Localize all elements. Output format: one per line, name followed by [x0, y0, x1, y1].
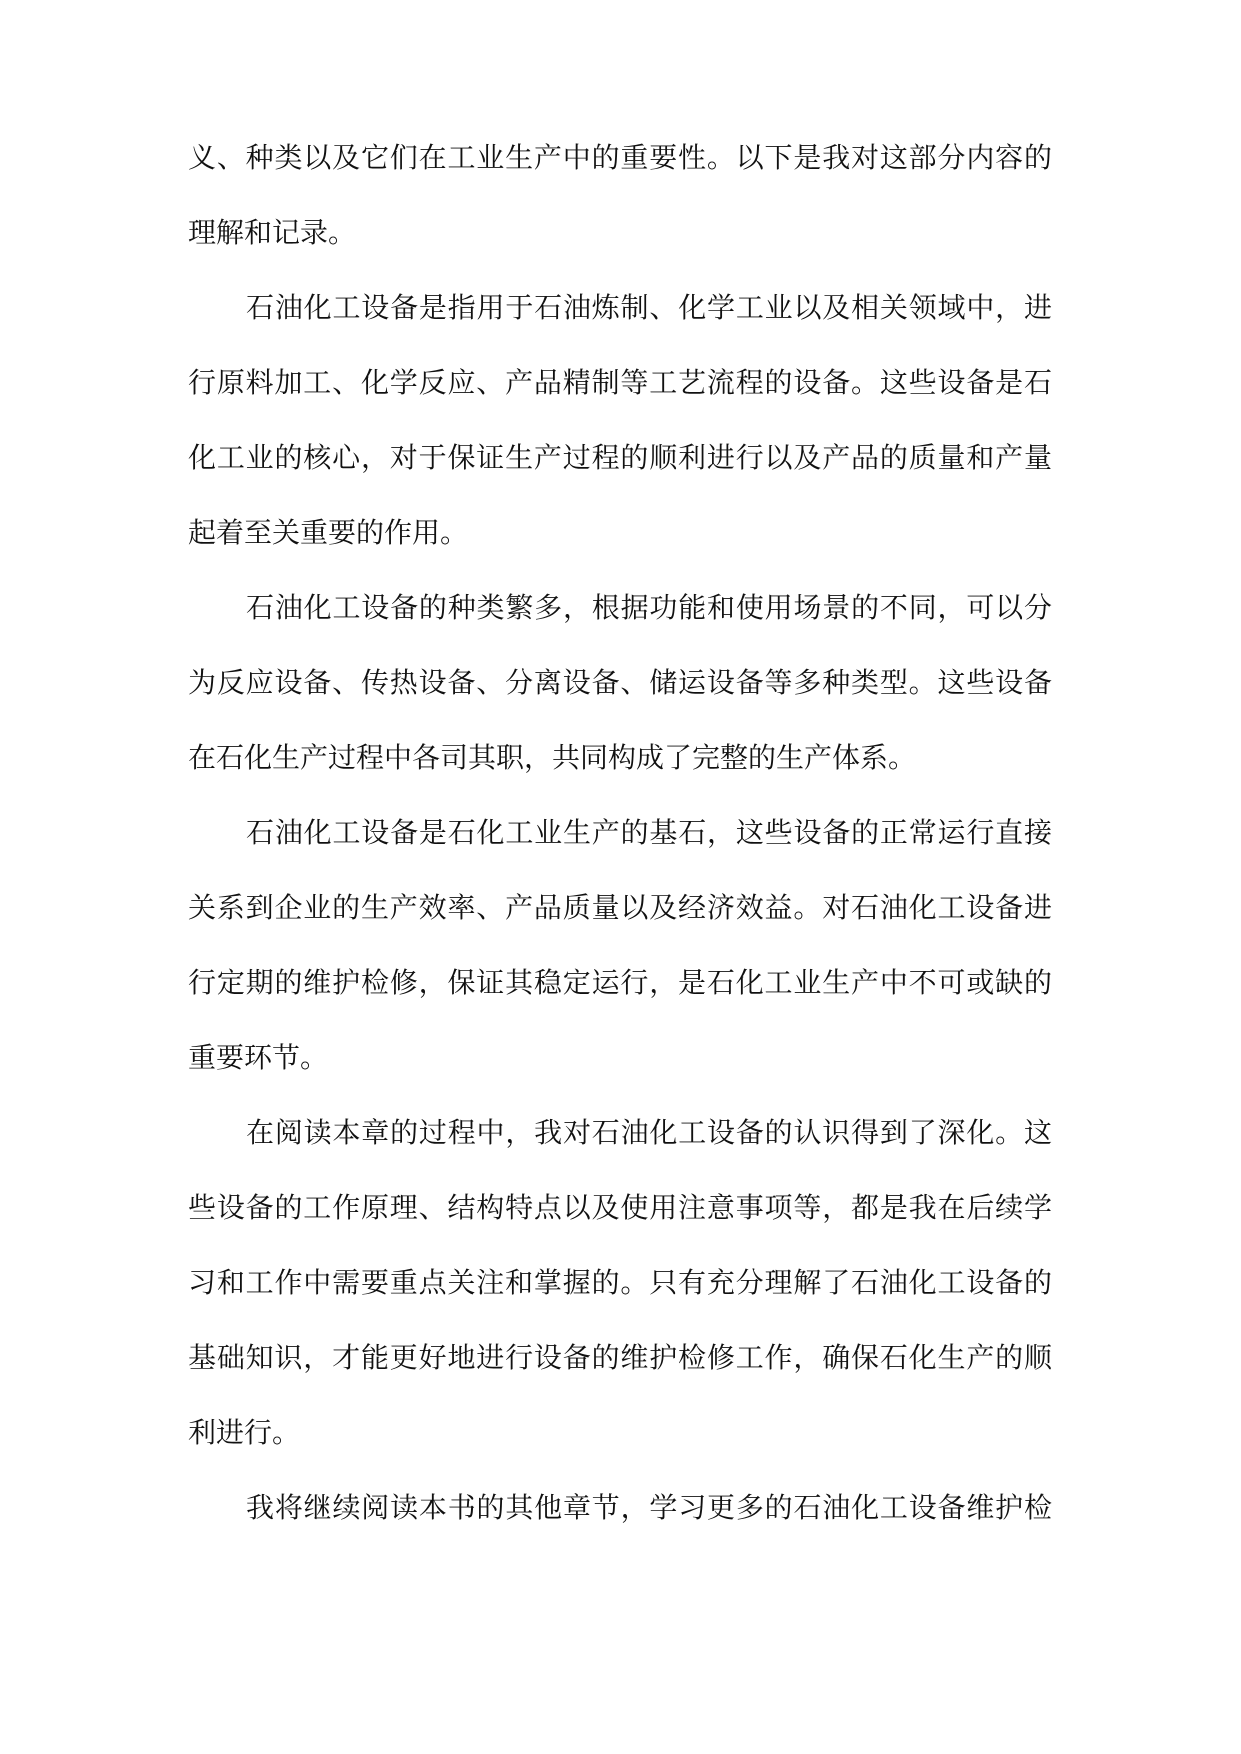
text-line: 为反应设备、传热设备、分离设备、储运设备等多种类型。这些设备 [188, 666, 1052, 699]
text-line: 行原料加工、化学反应、产品精制等工艺流程的设备。这些设备是石 [188, 366, 1052, 399]
text-line: 在石化生产过程中各司其职，共同构成了完整的生产体系。 [188, 741, 917, 774]
text-line: 石油化工设备是指用于石油炼制、化学工业以及相关领域中，进 [246, 291, 1052, 324]
text-line: 起着至关重要的作用。 [188, 516, 469, 549]
text-line: 我将继续阅读本书的其他章节，学习更多的石油化工设备维护检 [246, 1491, 1052, 1524]
text-line: 关系到企业的生产效率、产品质量以及经济效益。对石油化工设备进 [188, 891, 1052, 924]
text-line: 理解和记录。 [188, 216, 357, 249]
paragraph-continued-intro [188, 141, 1052, 291]
text-line: 石油化工设备的种类繁多，根据功能和使用场景的不同，可以分 [246, 591, 1052, 624]
paragraph-definition [188, 291, 1052, 591]
text-line: 行定期的维护检修，保证其稳定运行，是石化工业生产中不可或缺的 [188, 966, 1052, 999]
text-line: 石油化工设备是石化工业生产的基石，这些设备的正常运行直接 [246, 816, 1052, 849]
text-line: 义、种类以及它们在工业生产中的重要性。以下是我对这部分内容的 [188, 141, 1052, 174]
text-line: 重要环节。 [188, 1041, 329, 1074]
paragraph-reflection [188, 1116, 1052, 1491]
text-line: 利进行。 [188, 1416, 301, 1449]
text-line: 习和工作中需要重点关注和掌握的。只有充分理解了石油化工设备的 [188, 1266, 1052, 1299]
text-line: 些设备的工作原理、结构特点以及使用注意事项等，都是我在后续学 [188, 1191, 1052, 1224]
text-line: 基础知识，才能更好地进行设备的维护检修工作，确保石化生产的顺 [188, 1341, 1052, 1374]
paragraph-importance [188, 816, 1052, 1116]
paragraph-types [188, 591, 1052, 816]
text-line: 化工业的核心，对于保证生产过程的顺利进行以及产品的质量和产量 [188, 441, 1052, 474]
text-line: 在阅读本章的过程中，我对石油化工设备的认识得到了深化。这 [246, 1116, 1052, 1149]
document-body [188, 141, 1052, 1566]
paragraph-plan [188, 1491, 1052, 1566]
